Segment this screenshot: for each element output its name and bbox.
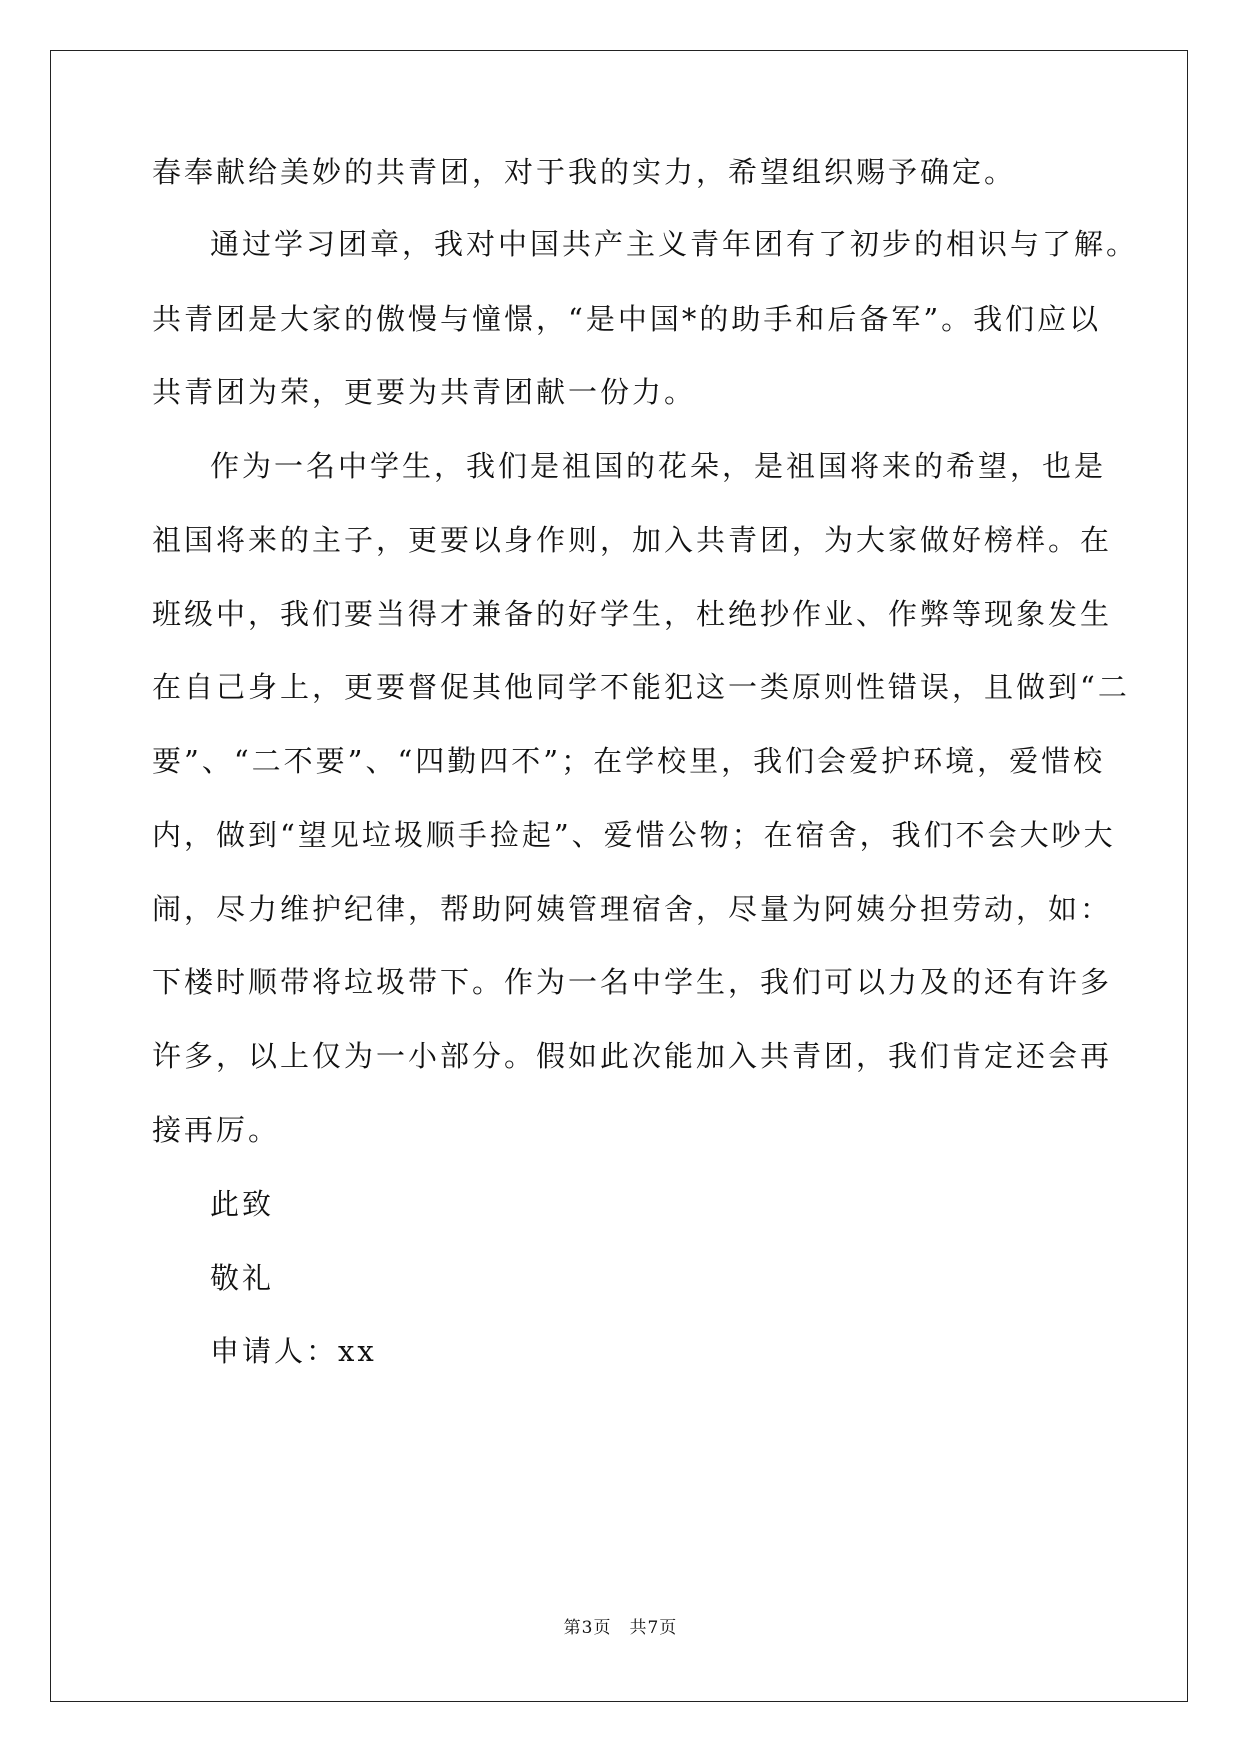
text-line: 共青团是大家的傲慢与憧憬，“是中国*的助手和后备军”。我们应以 xyxy=(152,302,1102,336)
page-footer: 第3页 共7页 xyxy=(563,1618,678,1638)
text-line: 共青团为荣，更要为共青团献一份力。 xyxy=(152,375,697,409)
salutation-line-2: 敬礼 xyxy=(210,1261,275,1295)
text-line: 要”、“二不要”、“四勤四不”；在学校里，我们会爱护环境，爱惜校 xyxy=(152,744,1106,778)
salutation-line-1: 此致 xyxy=(210,1187,275,1221)
text-line: 内，做到“望见垃圾顺手捡起”、爱惜公物；在宿舍，我们不会大吵大 xyxy=(152,818,1116,852)
text-line: 班级中，我们要当得才兼备的好学生，杜绝抄作业、作弊等现象发生 xyxy=(152,597,1113,631)
text-line: 祖国将来的主子，更要以身作则，加入共青团，为大家做好榜样。在 xyxy=(152,523,1113,557)
text-line: 许多，以上仅为一小部分。假如此次能加入共青团，我们肯定还会再 xyxy=(152,1039,1113,1073)
text-line: 下楼时顺带将垃圾带下。作为一名中学生，我们可以力及的还有许多 xyxy=(152,965,1113,999)
page-border xyxy=(50,50,1188,1702)
text-line: 在自己身上，更要督促其他同学不能犯这一类原则性错误，且做到“二 xyxy=(152,670,1130,704)
applicant-line: 申请人：xx xyxy=(210,1334,377,1368)
text-line: 闹，尽力维护纪律，帮助阿姨管理宿舍，尽量为阿姨分担劳动，如： xyxy=(152,892,1113,926)
text-line: 通过学习团章，我对中国共产主义青年团有了初步的相识与了解。 xyxy=(210,227,1139,261)
text-line: 作为一名中学生，我们是祖国的花朵，是祖国将来的希望，也是 xyxy=(210,449,1107,483)
text-line: 接再厉。 xyxy=(152,1113,281,1147)
text-line: 春奉献给美妙的共青团，对于我的实力，希望组织赐予确定。 xyxy=(152,155,1017,189)
